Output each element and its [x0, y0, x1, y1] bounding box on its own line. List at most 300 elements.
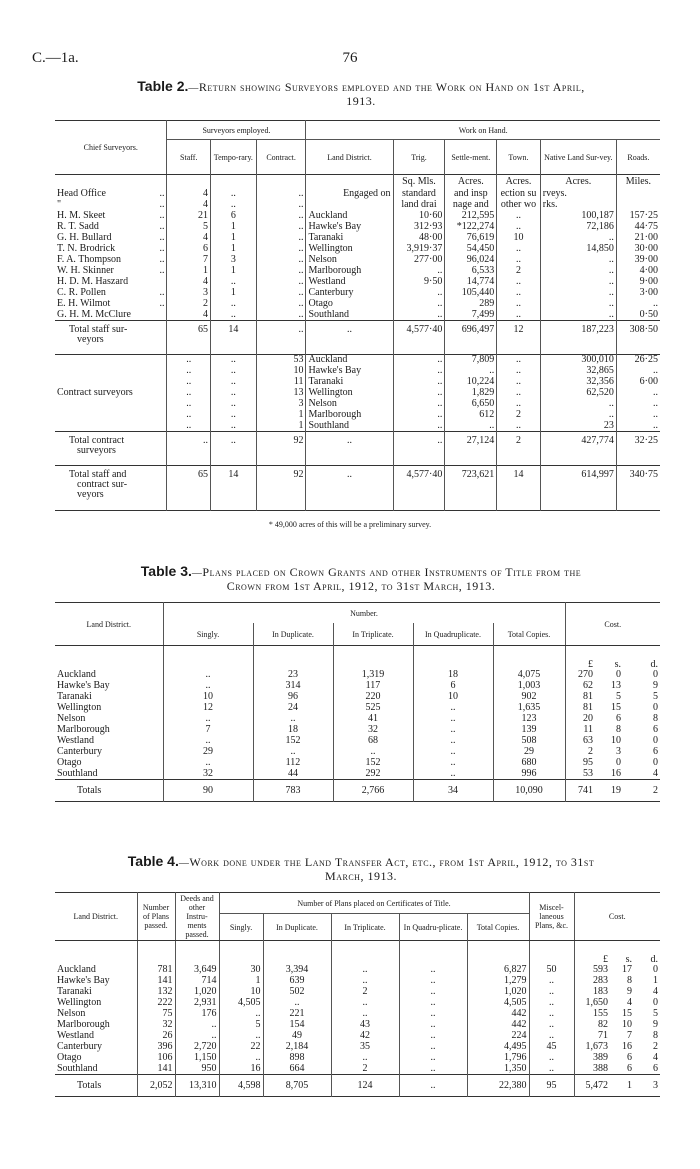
cell-land: Auckland	[306, 355, 393, 366]
cell-trip: 68	[333, 736, 413, 747]
cell-roads: 30·00	[616, 244, 660, 255]
cell-dup: 664	[263, 1064, 331, 1075]
col-triplicate: In Triplicate.	[331, 914, 399, 941]
cell-temp: ..	[211, 388, 257, 399]
cell-staff: ..	[167, 421, 211, 432]
cell-s: 29	[163, 747, 253, 758]
col-singly: Singly.	[219, 914, 263, 941]
col-land-district: Land District.	[55, 893, 137, 941]
cell-np: 32	[137, 1020, 175, 1031]
cell-land: Southland	[306, 310, 393, 321]
blank-cell	[167, 175, 211, 189]
cell-roads: ..	[616, 399, 660, 410]
cell-trig: ..	[393, 399, 445, 410]
cell-con: ..	[256, 189, 306, 200]
cell-staff: 21	[167, 211, 211, 222]
cell-con: ..	[256, 310, 306, 321]
cell-temp: ..	[211, 200, 257, 211]
table-row	[55, 211, 660, 222]
page-number: 76	[342, 50, 358, 66]
total-settle: 696,497	[445, 321, 497, 355]
cell-settle: ..	[445, 421, 497, 432]
total-trip: 2,766	[333, 780, 413, 802]
leader-dots: ..	[159, 254, 165, 265]
engaged-text: land drai	[393, 200, 445, 211]
total-settle: 723,621	[445, 466, 497, 511]
district-name: Taranaki	[57, 986, 92, 997]
cell-trig: 312·93	[393, 222, 445, 233]
cell-trip: ..	[331, 976, 399, 987]
engaged-text: rks.	[540, 200, 616, 211]
cell-tot: 1,020	[467, 987, 529, 998]
table-row	[55, 310, 660, 321]
cell-roads: 9·00	[616, 277, 660, 288]
cell-s: ..	[163, 736, 253, 747]
cost-pounds: 593	[574, 965, 610, 976]
total-pounds: 741	[565, 780, 595, 802]
contract-row	[55, 355, 660, 366]
cell-trip: 43	[331, 1020, 399, 1031]
total-trig: 4,577·40	[393, 321, 445, 355]
cost-shillings: 17	[622, 964, 632, 975]
total-town: 2	[497, 432, 541, 466]
cell-trig: ..	[393, 355, 445, 366]
blank-cell	[467, 941, 529, 965]
pence-sign: d.	[650, 953, 658, 965]
table-row	[55, 299, 660, 310]
blank-cell	[55, 366, 167, 377]
cell-np: 106	[137, 1053, 175, 1064]
district-name: Taranaki	[57, 691, 92, 702]
cell-s: 30	[219, 965, 263, 976]
cell-roads: ..	[616, 421, 660, 432]
blank-cell	[55, 421, 167, 432]
cost-pence: 0	[653, 702, 658, 713]
totals-row	[55, 780, 660, 802]
cell-trip: 42	[331, 1031, 399, 1042]
cost-pence: 6	[653, 724, 658, 735]
table-row	[55, 692, 660, 703]
cell-quad: ..	[413, 747, 493, 758]
blank-cell	[256, 175, 306, 189]
cell-native: ..	[540, 266, 616, 277]
cell-con: 11	[256, 377, 306, 388]
table-row	[55, 233, 660, 244]
cell-deeds: 1,150	[175, 1053, 219, 1064]
label-line: veyors	[77, 334, 104, 345]
cell-quad: ..	[399, 998, 467, 1009]
cell-town: 10	[497, 233, 541, 244]
cell-tot: 442	[467, 1009, 529, 1020]
cost-pounds: 283	[574, 976, 610, 987]
cell-con: ..	[256, 244, 306, 255]
contract-row	[55, 377, 660, 388]
cell-s: 4,505	[219, 998, 263, 1009]
table-row	[55, 200, 660, 211]
cell-temp: ..	[211, 366, 257, 377]
table-row	[55, 976, 660, 987]
cell-town: ..	[497, 277, 541, 288]
cell-tot: 1,350	[467, 1064, 529, 1075]
cost-pounds: 71	[574, 1031, 610, 1042]
table-row	[55, 681, 660, 692]
leader-dots: ..	[159, 243, 165, 254]
cost-pence: 0	[653, 997, 658, 1008]
district-name: Nelson	[57, 1008, 86, 1019]
cell-settle: 1,829	[445, 388, 497, 399]
unit-label: Acres.	[445, 175, 497, 189]
cell-s: ..	[219, 1053, 263, 1064]
engaged-text: ection su	[497, 189, 541, 200]
cell-roads: ..	[616, 299, 660, 310]
cell-town: ..	[497, 222, 541, 233]
total-pence: 2	[653, 784, 658, 796]
cell-town: ..	[497, 288, 541, 299]
total-con: 92	[256, 466, 306, 511]
label-line: Total contract	[69, 435, 125, 446]
cost-shillings: 16	[622, 1041, 632, 1052]
cell-land: Wellington	[306, 244, 393, 255]
cell-staff: 3	[167, 288, 211, 299]
cell-s: 7	[163, 725, 253, 736]
cell-tot: 1,796	[467, 1053, 529, 1064]
cell-deeds: 1,020	[175, 987, 219, 998]
cell-settle: 76,619	[445, 233, 497, 244]
cell-s: 22	[219, 1042, 263, 1053]
cell-tot: 6,827	[467, 965, 529, 976]
cell-staff: ..	[167, 355, 211, 366]
units-row	[55, 175, 660, 189]
cell-deeds: 714	[175, 976, 219, 987]
cell-staff: ..	[167, 388, 211, 399]
cost-pounds: 389	[574, 1053, 610, 1064]
cell-dup: 18	[253, 725, 333, 736]
cost-pounds: 155	[574, 1009, 610, 1020]
cell-tot: 680	[493, 758, 565, 769]
col-work-on-hand: Work on Hand.	[306, 121, 660, 140]
district-name: Wellington	[57, 997, 102, 1008]
cell-deeds: 2,931	[175, 998, 219, 1009]
cell-np: 222	[137, 998, 175, 1009]
cell-dup: ..	[253, 714, 333, 725]
district-name: Southland	[57, 1062, 98, 1074]
cell-town: ..	[497, 388, 541, 399]
table-row	[55, 758, 660, 769]
cell-s: ..	[163, 681, 253, 692]
currency-row	[55, 941, 660, 965]
total-label	[55, 466, 167, 511]
cell-quad: ..	[399, 987, 467, 998]
table-row	[55, 965, 660, 976]
cell-s: ..	[163, 758, 253, 769]
cell-misc: ..	[529, 976, 574, 987]
surveyor-name	[55, 288, 167, 299]
total-pounds: 5,472	[574, 1075, 610, 1097]
engaged-text: Engaged on	[306, 189, 393, 200]
total-deeds: 13,310	[175, 1075, 219, 1097]
name-text: W. H. Skinner	[57, 265, 114, 276]
cost-pence: 5	[653, 1008, 658, 1019]
cell-native: ..	[540, 233, 616, 244]
cell-trip: 41	[333, 714, 413, 725]
blank-cell	[333, 646, 413, 670]
cell-dup: 154	[263, 1020, 331, 1031]
cell-trip: 35	[331, 1042, 399, 1053]
cell-quad: ..	[399, 1031, 467, 1042]
cell-trip: 152	[333, 758, 413, 769]
pound-sign: £	[574, 941, 610, 965]
cell-trip: 2	[331, 1064, 399, 1075]
cost-pounds: 2	[565, 747, 595, 758]
table-row	[55, 670, 660, 681]
cell-staff: 2	[167, 299, 211, 310]
cell-trip: ..	[331, 998, 399, 1009]
cell-settle: 54,450	[445, 244, 497, 255]
cell-staff: ..	[167, 399, 211, 410]
cell-native: ..	[540, 288, 616, 299]
cost-pence: 9	[653, 680, 658, 691]
total-misc: 95	[529, 1075, 574, 1097]
cell-trig: ..	[393, 388, 445, 399]
cell-con: ..	[256, 233, 306, 244]
leader-dots: ..	[159, 199, 165, 210]
blank-cell	[529, 941, 574, 965]
cell-quad: ..	[399, 965, 467, 976]
cell-s: 12	[163, 703, 253, 714]
total-con: 92	[256, 432, 306, 466]
cell-s: 16	[219, 1064, 263, 1075]
cost-pence: 0	[653, 757, 658, 768]
cell-settle: 289	[445, 299, 497, 310]
cell-deeds: 176	[175, 1009, 219, 1020]
blank-cell	[55, 399, 167, 410]
cell-town: ..	[497, 377, 541, 388]
cell-trig: ..	[393, 410, 445, 421]
contract-row	[55, 399, 660, 410]
cell-trip: 292	[333, 769, 413, 780]
cell-town: ..	[497, 399, 541, 410]
total-contract-row	[55, 432, 660, 466]
total-roads: 308·50	[616, 321, 660, 355]
cell-con: 1	[256, 421, 306, 432]
blank-cell	[175, 941, 219, 965]
cell-dup: ..	[263, 998, 331, 1009]
cell-native: 23	[540, 421, 616, 432]
name-text: G. H. M. McClure	[57, 308, 131, 320]
name-text: R. T. Sadd	[57, 221, 99, 232]
doc-reference: C.—1a.	[32, 50, 79, 66]
cell-town: ..	[497, 355, 541, 366]
cell-dup: 639	[263, 976, 331, 987]
cell-con: ..	[256, 222, 306, 233]
cell-np: 141	[137, 976, 175, 987]
shilling-sign: s.	[625, 953, 632, 965]
cell-town: ..	[497, 244, 541, 255]
cell-temp: 1	[211, 222, 257, 233]
cell-land: Hawke's Bay	[306, 366, 393, 377]
cost-pounds: 81	[565, 692, 595, 703]
total-s: 4,598	[219, 1075, 263, 1097]
cell-misc: ..	[529, 987, 574, 998]
table-row	[55, 1020, 660, 1031]
name-text: "	[57, 199, 62, 210]
cost-pence: 1	[653, 975, 658, 986]
pence-sign: d.	[650, 658, 658, 670]
cell-settle: ..	[445, 366, 497, 377]
district-name: Canterbury	[57, 746, 102, 757]
col-cost: Cost.	[565, 603, 660, 646]
cost-pence: 5	[653, 691, 658, 702]
cell-s: ..	[163, 670, 253, 681]
cell-s: 10	[163, 692, 253, 703]
col-plans-passed: Number of Plans passed.	[137, 893, 175, 941]
cell-temp: ..	[211, 399, 257, 410]
cell-dup: 24	[253, 703, 333, 714]
cell-staff: 4	[167, 200, 211, 211]
blank-cell	[55, 355, 167, 366]
cell-settle: 212,595	[445, 211, 497, 222]
total-staff-row	[55, 321, 660, 355]
surveyor-name	[55, 255, 167, 266]
cost-pence: 0	[653, 964, 658, 975]
cell-quad: 18	[413, 670, 493, 681]
district-name: Wellington	[57, 702, 102, 713]
district-name: Marlborough	[57, 1019, 110, 1030]
cost-shillings: 3	[616, 746, 621, 757]
total-trig: ..	[393, 432, 445, 466]
cell-land: Canterbury	[306, 288, 393, 299]
cell-con: ..	[256, 200, 306, 211]
total-trig: 4,577·40	[393, 466, 445, 511]
contract-label: Contract surveyors	[57, 387, 133, 398]
surveyor-name	[55, 266, 167, 277]
cell-np: 141	[137, 1064, 175, 1075]
cell-dup: 23	[253, 670, 333, 681]
cell-misc: ..	[529, 1064, 574, 1075]
cell-native: 14,850	[540, 244, 616, 255]
cost-shillings: 5	[616, 691, 621, 702]
surveyor-name	[55, 277, 167, 288]
cell-s: 32	[163, 769, 253, 780]
cell-quad: ..	[399, 1020, 467, 1031]
table-row	[55, 714, 660, 725]
cell-trig: ..	[393, 377, 445, 388]
totals-label: Totals	[77, 784, 102, 796]
cell-town: 2	[497, 410, 541, 421]
total-town: 12	[497, 321, 541, 355]
cost-pounds: 53	[565, 769, 595, 780]
leader-dots: ..	[159, 298, 165, 309]
cell-roads: 26·25	[616, 355, 660, 366]
cost-shillings: 0	[616, 757, 621, 768]
cell-con: 13	[256, 388, 306, 399]
surveyor-name	[55, 233, 167, 244]
cell-trip: ..	[331, 1009, 399, 1020]
table3-title: Table 3.—Plans placed on Crown Grants and other Instruments of Title from the Crown from 1st April, 1912, to 31st March, 1913.	[140, 563, 582, 593]
cell-roads: 4·00	[616, 266, 660, 277]
engaged-text: standard	[393, 189, 445, 200]
cell-land: Taranaki	[306, 233, 393, 244]
table-row	[55, 1031, 660, 1042]
label-line: veyors	[77, 489, 104, 500]
leader-dots: ..	[159, 232, 165, 243]
col-misc: Miscel-laneous Plans, &c.	[529, 893, 574, 941]
cost-pounds: 62	[565, 681, 595, 692]
cell-land: Southland	[306, 421, 393, 432]
total-roads: 32·25	[616, 432, 660, 466]
total-shillings: 19	[611, 784, 621, 796]
cell-quad: ..	[399, 1042, 467, 1053]
name-text: T. N. Brodrick	[57, 243, 116, 254]
cell-temp: ..	[211, 355, 257, 366]
cell-tot: 4,495	[467, 1042, 529, 1053]
contract-row	[55, 388, 660, 399]
table2-footnote: * 49,000 acres of this will be a preliminary survey.	[268, 520, 432, 529]
cost-shillings: 0	[616, 669, 621, 680]
cost-shillings: 10	[622, 1019, 632, 1030]
col-land-district: Land District.	[55, 603, 163, 646]
cell-np: 26	[137, 1031, 175, 1042]
cell-staff: 1	[167, 266, 211, 277]
cell-dup: 314	[253, 681, 333, 692]
label-line: Total staff sur-	[69, 324, 128, 335]
totals-row	[55, 1075, 660, 1097]
cell-land: Auckland	[306, 211, 393, 222]
district-name: Marlborough	[57, 724, 110, 735]
cell-np: 781	[137, 965, 175, 976]
total-roads: 340·75	[616, 466, 660, 511]
cell-deeds: 950	[175, 1064, 219, 1075]
cell-native: ..	[540, 255, 616, 266]
cell-quad: ..	[399, 1064, 467, 1075]
cell-trip: 117	[333, 681, 413, 692]
total-s: 90	[163, 780, 253, 802]
cost-pounds: 82	[574, 1020, 610, 1031]
cell-land: Marlborough	[306, 266, 393, 277]
cost-shillings: 13	[611, 680, 621, 691]
cell-tot: 442	[467, 1020, 529, 1031]
total-tot: 22,380	[467, 1075, 529, 1097]
col-roads: Roads.	[616, 140, 660, 175]
leader-dots: ..	[159, 210, 165, 221]
cell-tot: 123	[493, 714, 565, 725]
total-all-row	[55, 466, 660, 511]
cell-temp: ..	[211, 189, 257, 200]
cell-land: Wellington	[306, 388, 393, 399]
cell-deeds: 2,720	[175, 1042, 219, 1053]
cell-np: 132	[137, 987, 175, 998]
cell-native: 100,187	[540, 211, 616, 222]
cell-deeds: ..	[175, 1020, 219, 1031]
cost-shillings: 8	[627, 975, 632, 986]
cell-tot: 4,075	[493, 670, 565, 681]
cell-land: Westland	[306, 277, 393, 288]
name-text: H. M. Skeet	[57, 210, 106, 221]
total-land: ..	[306, 466, 393, 511]
cost-shillings: 9	[627, 986, 632, 997]
cell-land: Hawke's Bay	[306, 222, 393, 233]
cell-native: ..	[540, 299, 616, 310]
cell-trig: ..	[393, 266, 445, 277]
engaged-text: and insp	[445, 189, 497, 200]
col-deeds: Deeds and other Instru-ments passed.	[175, 893, 219, 941]
cell-roads: 0·50	[616, 310, 660, 321]
cell-trig: ..	[393, 299, 445, 310]
cell-town: 2	[497, 266, 541, 277]
total-staff: 65	[167, 321, 211, 355]
cell-tot: 4,505	[467, 998, 529, 1009]
totals-label: Totals	[77, 1079, 102, 1091]
